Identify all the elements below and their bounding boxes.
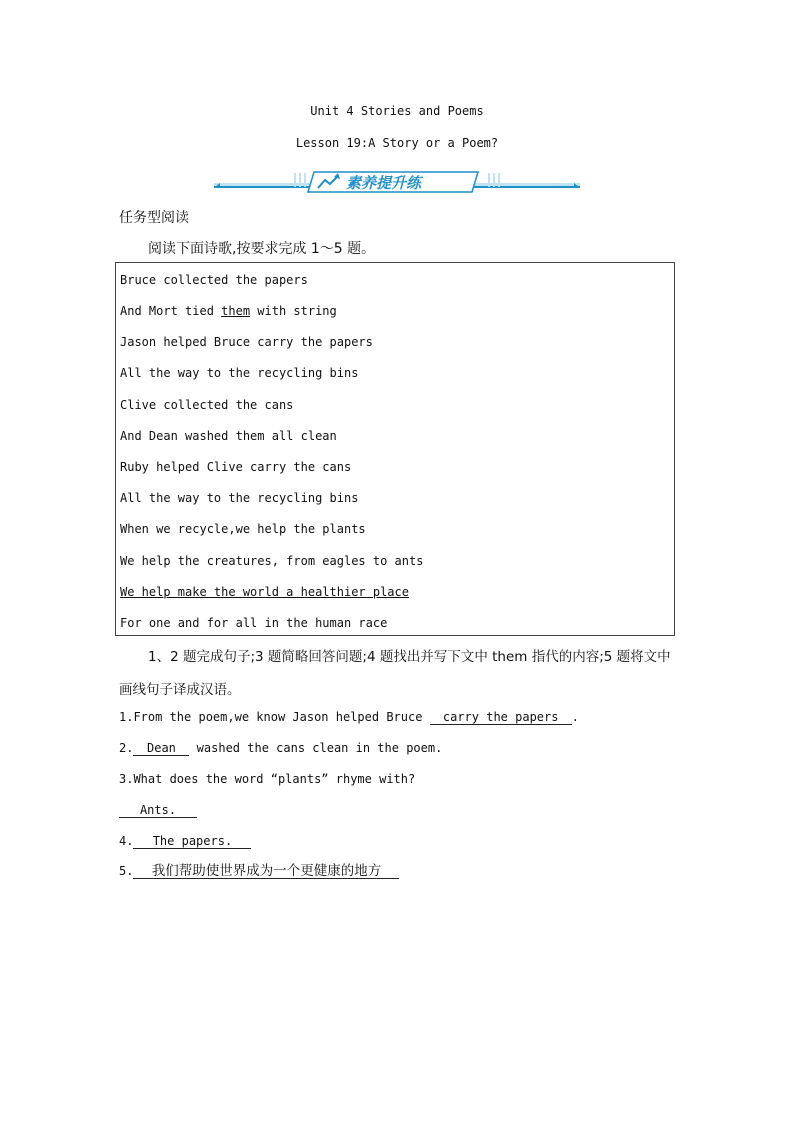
poem-line: When we recycle,we help the plants <box>120 522 366 536</box>
reading-instruction: 阅读下面诗歌,按要求完成 1～5 题。 <box>148 241 376 257</box>
task-instruction: 1、2 题完成句子;3 题简略回答问题;4 题找出并写下文中 them 指代的内容;5 题将文中 <box>148 649 671 665</box>
question-1 <box>119 710 579 725</box>
question-text: washed the cans clean in the poem. <box>189 741 443 755</box>
task-instruction: 画线句子译成汉语。 <box>119 682 241 698</box>
poem-line: Bruce collected the papers <box>120 273 308 287</box>
poem-line <box>120 304 337 318</box>
answer-3 <box>119 803 197 818</box>
answer-blank: Ants. <box>119 803 197 818</box>
question-5 <box>119 864 399 879</box>
poem-line: Ruby helped Clive carry the cans <box>120 460 352 474</box>
question-4 <box>119 834 251 849</box>
banner-text: 素养提升练 <box>346 174 422 192</box>
poem-line: For one and for all in the human race <box>120 616 388 630</box>
poem-line: Jason helped Bruce carry the papers <box>120 335 373 349</box>
question-3 <box>119 772 415 786</box>
underlined-word: them <box>221 304 251 318</box>
question-number: 3. <box>119 772 134 786</box>
poem-line: All the way to the recycling bins <box>120 366 359 380</box>
section-banner <box>214 168 580 194</box>
question-number: 1. <box>119 710 134 724</box>
answer-blank: The papers. <box>133 834 251 849</box>
answer-blank: Dean <box>133 741 189 756</box>
question-number: 4. <box>119 834 134 848</box>
question-number: 5. <box>119 864 134 878</box>
poem-box <box>115 262 675 636</box>
poem-line: We help the creatures, from eagles to ants <box>120 554 424 568</box>
section-title: 任务型阅读 <box>119 210 189 226</box>
poem-line-underlined: We help make the world a healthier place <box>120 585 409 599</box>
question-text: From the poem,we know Jason helped Bruce <box>133 710 430 724</box>
poem-line: And Dean washed them all clean <box>120 429 337 443</box>
question-text: . <box>571 710 579 724</box>
poem-line: All the way to the recycling bins <box>120 491 359 505</box>
question-2 <box>119 741 442 756</box>
question-text: What does the word “plants” rhyme with? <box>133 772 416 786</box>
unit-title: Unit 4 Stories and Poems <box>310 104 484 118</box>
poem-line: Clive collected the cans <box>120 398 294 412</box>
poem-line-text: with string <box>250 304 337 318</box>
lesson-title: Lesson 19:A Story or a Poem? <box>295 136 499 150</box>
poem-line-text: And Mort tied <box>120 304 222 318</box>
answer-blank: 我们帮助使世界成为一个更健康的地方 <box>133 864 399 879</box>
answer-blank: carry the papers <box>430 710 572 725</box>
question-number: 2. <box>119 741 134 755</box>
